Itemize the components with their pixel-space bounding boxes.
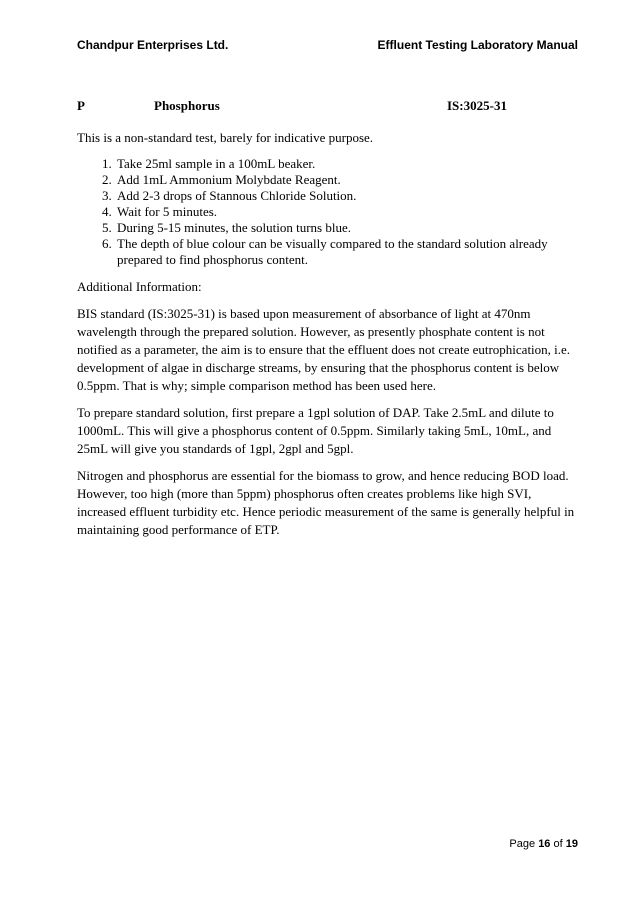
current-page: 16: [538, 838, 551, 850]
element-name: Phosphorus: [154, 98, 220, 113]
element-symbol: P: [77, 98, 85, 113]
page-number: [509, 838, 578, 850]
step-item: 5. During 5-15 minutes, the solution turns blue.: [115, 220, 577, 236]
page-label: Page: [509, 838, 536, 850]
procedure-steps: [77, 156, 577, 268]
manual-title: Effluent Testing Laboratory Manual: [377, 38, 578, 52]
step-item: 4. Wait for 5 minutes.: [115, 204, 577, 220]
of-label: of: [553, 838, 563, 850]
additional-info-heading: Additional Information:: [77, 279, 202, 294]
paragraph-nitrogen-phosphorus: Nitrogen and phosphorus are essential for the biomass to grow, and hence reducing BOD load. However, too high (more than 5ppm) phosphorus often creates problems like high SVI, increased effluent turbidity etc. Hence periodic measurement of the same is generally helpful in maintaining good performance of ETP.: [77, 468, 575, 537]
step-item: 3. Add 2-3 drops of Stannous Chloride Solution.: [115, 188, 577, 204]
company-name: Chandpur Enterprises Ltd.: [77, 38, 229, 52]
step-item: 1. Take 25ml sample in a 100mL beaker.: [115, 156, 577, 172]
total-pages: 19: [565, 838, 578, 850]
page-header: [77, 38, 578, 52]
step-item: 2. Add 1mL Ammonium Molybdate Reagent.: [115, 172, 577, 188]
standard-code: IS:3025-31: [447, 98, 507, 113]
step-item: 6. The depth of blue colour can be visually compared to the standard solution already prepared to find phosphorus content.: [115, 236, 577, 268]
document-body: [77, 97, 577, 548]
section-title: [77, 97, 577, 115]
paragraph-bis-standard: BIS standard (IS:3025-31) is based upon measurement of absorbance of light at 470nm wavelength through the prepared solution. However, as presently phosphate content is not notified as a parameter, the aim is to ensure that the effluent does not create eutrophication, i.e. development of algae in discharge streams, by ensuring that the phosphorus content is below 0.5ppm. That is why; simple comparison method has been used here.: [77, 306, 571, 393]
intro-text: This is a non-standard test, barely for indicative purpose.: [77, 130, 374, 145]
paragraph-standard-solution: To prepare standard solution, first prepare a 1gpl solution of DAP. Take 2.5mL and dilute to 1000mL. This will give a phosphorus content of 0.5ppm. Similarly taking 5mL, 10mL, and 25mL will give you standards of 1gpl, 2gpl and 5gpl.: [77, 405, 554, 456]
